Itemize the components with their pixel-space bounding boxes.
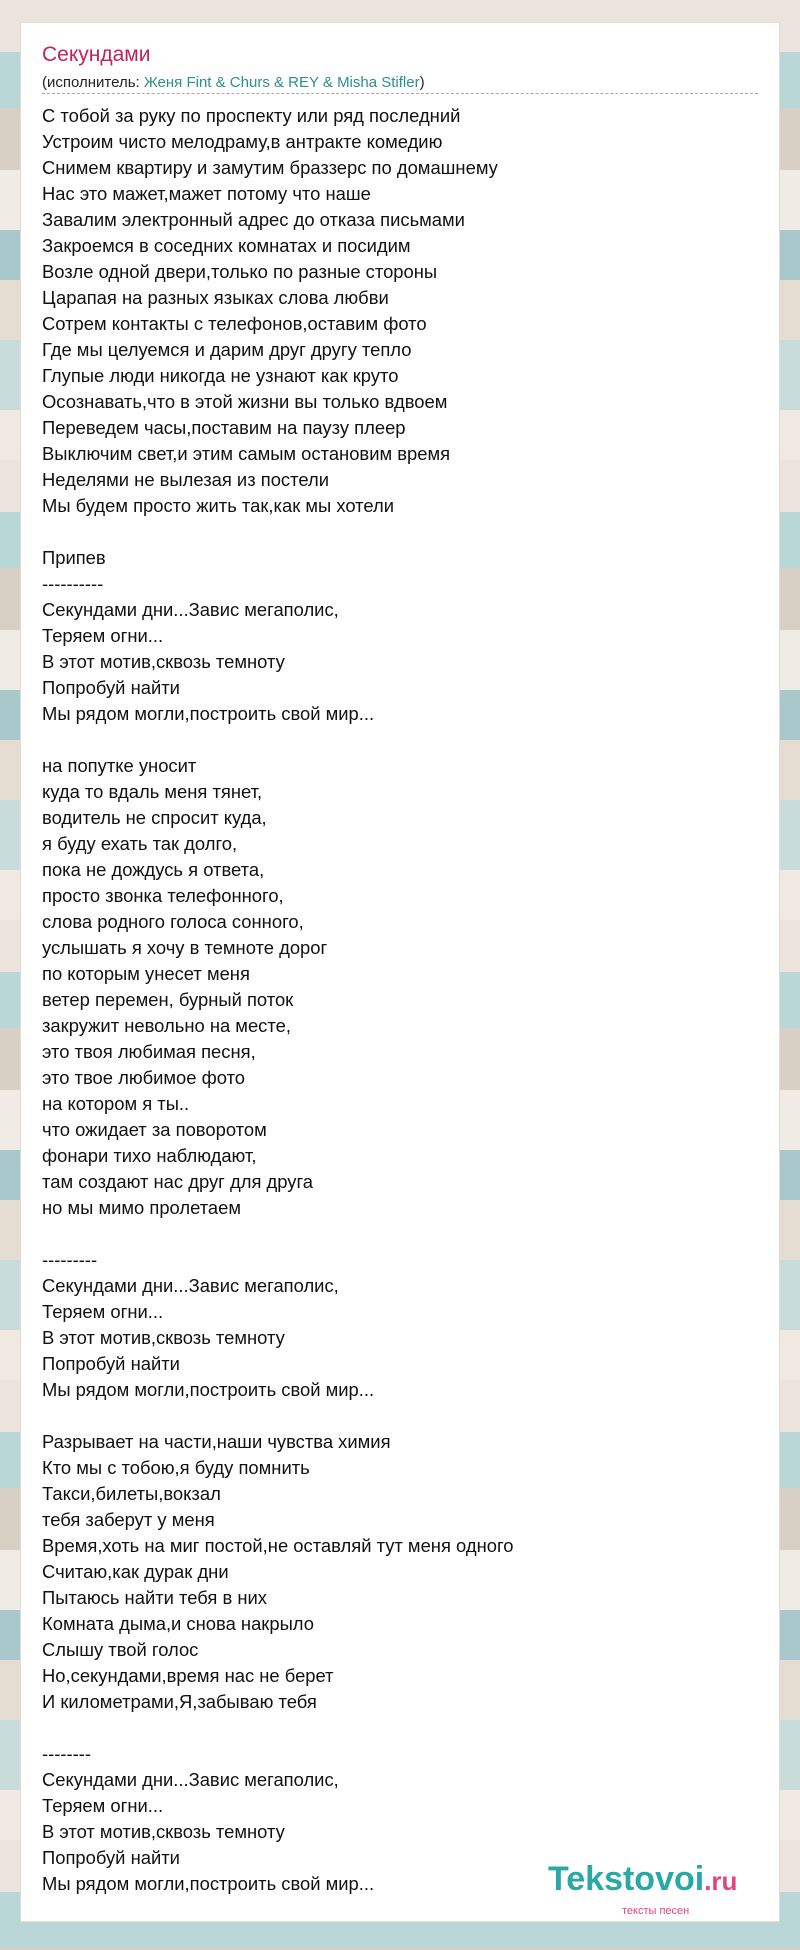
artist-prefix: (исполнитель: [42,74,144,91]
lyrics-text: С тобой за руку по проспекту или ряд последний Устроим чисто мелодраму,в антракте комедию Снимем квартиру и замутим браззерс по домашнему Нас это мажет,мажет потому что наше Завалим электронный адрес до отказа письмами Закроемся в соседних комнатах и посидим Возле одной двери,только по разные стороны Царапая на разных языках слова любви Сотрем контакты с телефонов,оставим фото Где мы целуемся и дарим друг другу тепло Глупые люди никогда не узнают как круто Осознавать,что в этой жизни вы только вдвоем Переведем часы,поставим на паузу плеер Выключим свет,и этим самым остановим время Неделями не вылезая из постели Мы будем просто жить так,как мы хотели Припев ---------- Секундами дни...Завис мегаполис, Теряем огни... В этот мотив,сквозь темноту Попробуй найти Мы рядом могли,построить свой мир... на попутке уносит куда то вдаль меня тянет, водитель не спросит куда, я буду ехать так долго, пока не дождусь я ответа, просто звонка телефонного, слова родного голоса сонного, услышать я хочу в темноте дорог по которым унесет меня ветер перемен, бурный поток закружит невольно на месте, это твоя любимая песня, это твое любимое фото на котором я ты.. что ожидает за поворотом фонари тихо наблюдают, там создают нас друг для друга но мы мимо пролетаем --------- Секундами дни...Завис мегаполис, Теряем огни... В этот мотив,сквозь темноту Попробуй найти Мы рядом могли,построить свой мир... Разрывает на части,наши чувства химия Кто мы с тобою,я буду помнить Такси,билеты,вокзал тебя заберут у меня Время,хоть на миг постой,не оставляй тут меня одного Считаю,как дурак дни Пытаюсь найти тебя в них Комната дыма,и снова накрыло Слышу твой голос Но,секундами,время нас не берет И километрами,Я,забываю тебя -------- Секундами дни...Завис мегаполис, Теряем огни... В этот мотив,сквозь темноту Попробуй найти Мы рядом могли,построить свой мир... [42,105,514,1894]
logo-tagline: тексты песен [622,1905,690,1917]
logo-domain: .ru [704,1866,738,1896]
logo-text: Tekstovoi [548,1860,705,1898]
lyrics-card [20,22,780,1922]
site-logo[interactable] [548,1860,737,1899]
artist-suffix: ) [419,74,425,91]
artist-link[interactable]: Женя Fint & Churs & REY & Misha Stifler [143,74,420,91]
artist-line [42,74,425,91]
song-title: Секундами [42,43,151,66]
title-divider [42,93,758,94]
